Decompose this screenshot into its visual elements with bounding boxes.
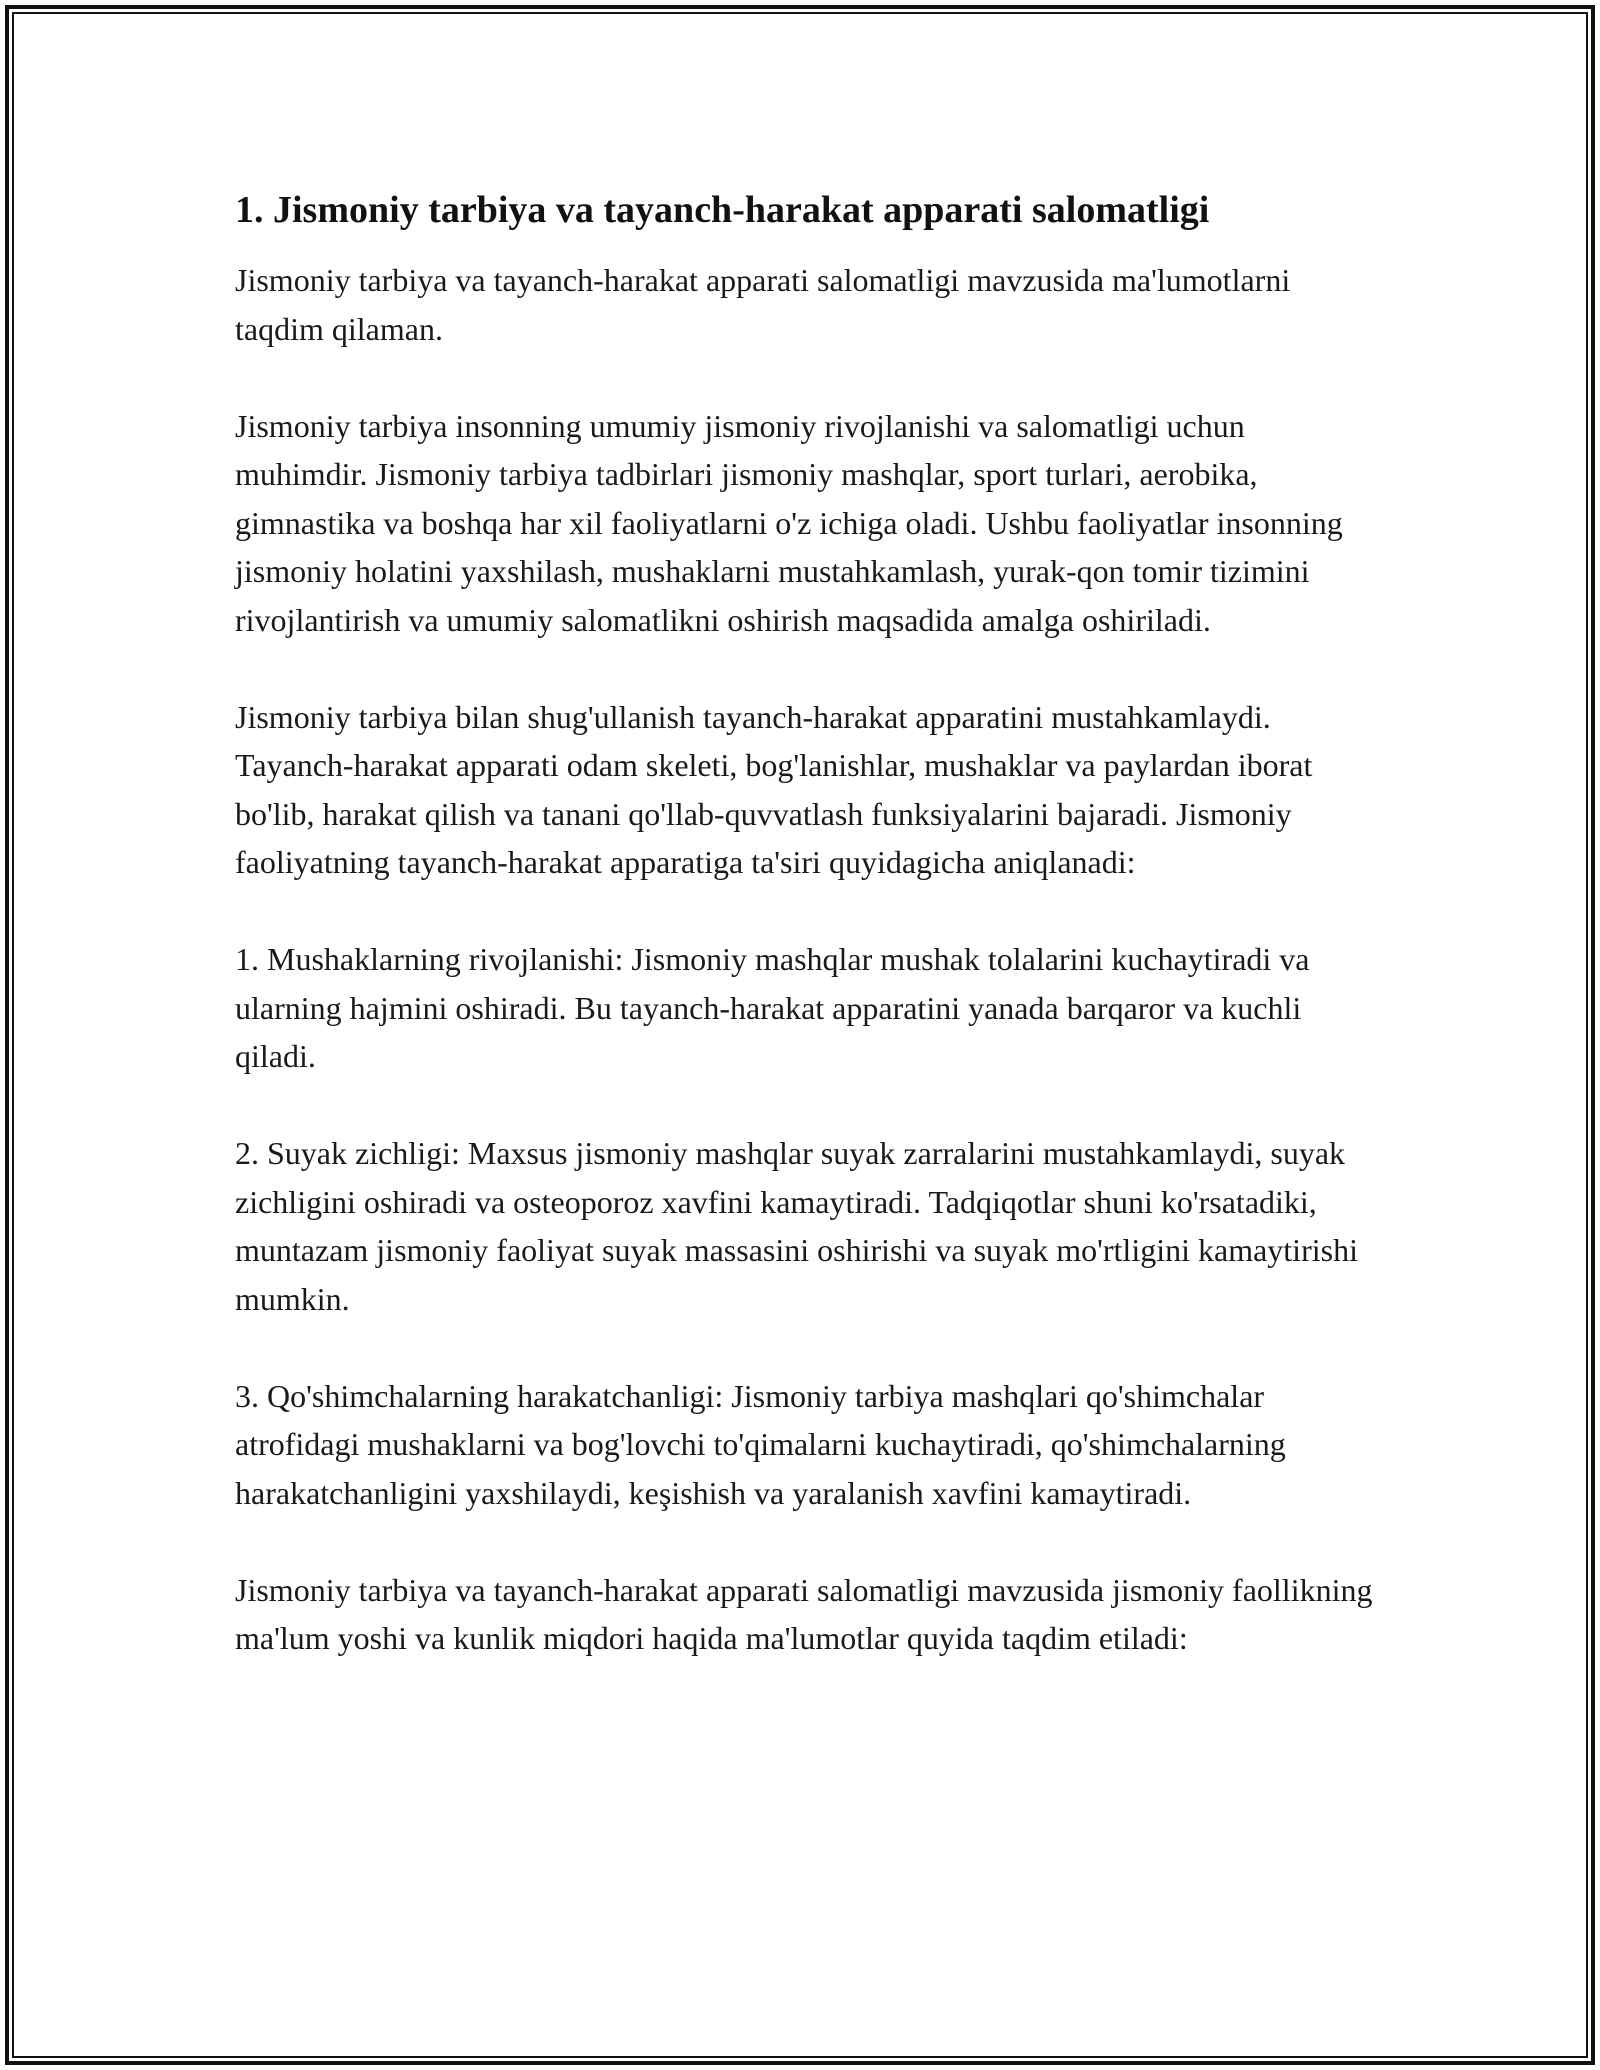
document-title: 1. Jismoniy tarbiya va tayanch-harakat apparati salomatligi bbox=[235, 189, 1210, 231]
list-item-bone-density: 2. Suyak zichligi: Maxsus jismoniy mashqlar suyak zarralarini mustahkamlaydi, suyak zichligini oshiradi va osteoporoz xavfini kamaytiradi. Tadqiqotlar shuni ko'rsatadiki, muntazam jismoniy faoliyat suyak massasini oshirishi va suyak mo'rtligini kamaytirishi mumkin. bbox=[235, 1135, 1358, 1317]
paragraph-importance: Jismoniy tarbiya insonning umumiy jismoniy rivojlanishi va salomatligi uchun muhimdir. Jismoniy tarbiya tadbirlari jismoniy mashqlar, sport turlari, aerobika, gimnastika va boshqa har xil faoliyatlarni o'z ichiga oladi. Ushbu faoliyatlar insonning jismoniy holatini yaxshilash, mushaklarni mustahkamlash, yurak-qon tomir tizimini rivojlantirish va umumiy salomatlikni oshirish maqsadida amalga oshiriladi. bbox=[235, 407, 1343, 638]
paragraph-closing: Jismoniy tarbiya va tayanch-harakat apparati salomatligi mavzusida jismoniy faollikning ma'lum yoshi va kunlik miqdori haqida ma'lumotlar quyida taqdim etiladi: bbox=[235, 1571, 1373, 1656]
paragraph-intro: Jismoniy tarbiya va tayanch-harakat apparati salomatligi mavzusida ma'lumotlarni taqdim qilaman. bbox=[235, 262, 1291, 347]
paragraph-musculoskeletal: Jismoniy tarbiya bilan shug'ullanish tayanch-harakat apparatini mustahkamlaydi. Tayanch-harakat apparati odam skeleti, bog'lanishlar, mushaklar va paylardan iborat bo'lib, harakat qilish va tanani qo'llab-quvvatlash funksiyalarini bajaradi. Jismoniy faoliyatning tayanch-harakat apparatiga ta'siri quyidagicha aniqlanadi: bbox=[235, 698, 1313, 880]
list-item-joint-mobility: 3. Qo'shimchalarning harakatchanligi: Jismoniy tarbiya mashqlari qo'shimchalar atrofidagi mushaklarni va bog'lovchi to'qimalarni kuchaytiradi, qo'shimchalarning harakatchanligini yaxshilaydi, keşishish va yaralanish xavfini kamaytiradi. bbox=[235, 1377, 1286, 1511]
document-body bbox=[235, 185, 1375, 1663]
list-item-muscles: 1. Mushaklarning rivojlanishi: Jismoniy mashqlar mushak tolalarini kuchaytiradi va ularning hajmini oshiradi. Bu tayanch-harakat apparatini yanada barqaror va kuchli qiladi. bbox=[235, 941, 1310, 1074]
